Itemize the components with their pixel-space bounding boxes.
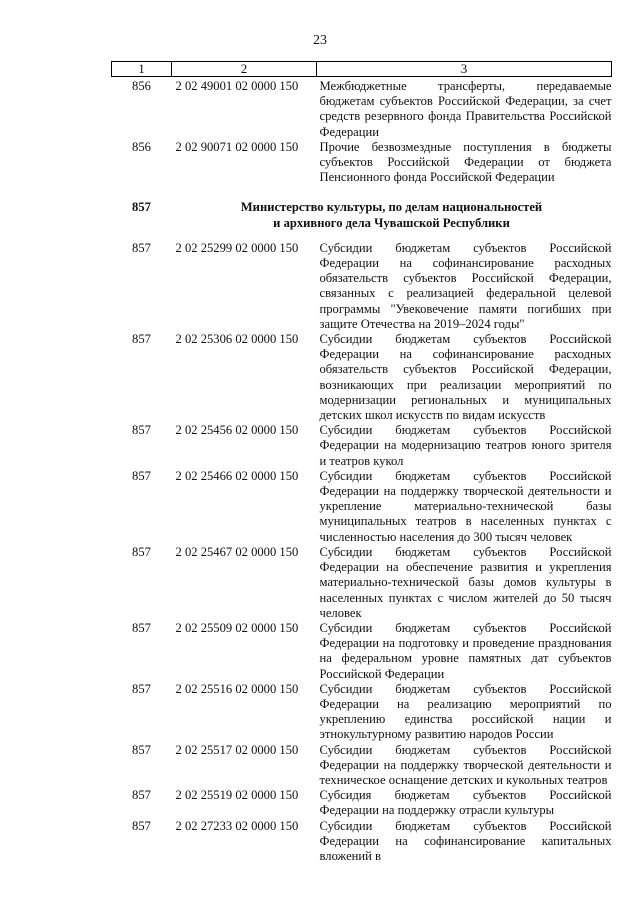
- admin-code-cell: 857: [132, 681, 151, 696]
- description-cell: Субсидии бюджетам субъектов Российской Федерации на поддержку творческой деятельности и техническое оснащение детских и кукольных театров: [319, 742, 612, 787]
- admin-code-cell: 857: [132, 818, 151, 833]
- kbk-cell: 2 02 27233 02 0000 150: [175, 818, 299, 833]
- kbk-cell: 2 02 49001 02 0000 150: [175, 79, 299, 93]
- table-row: [112, 332, 612, 423]
- description-cell: Субсидии бюджетам субъектов Российской Федерации на софинансирование капитальных вложений в: [319, 818, 612, 863]
- kbk-cell: 2 02 90071 02 0000 150: [175, 139, 299, 154]
- table-row: [112, 423, 612, 469]
- description-cell: Субсидии бюджетам субъектов Российской Федерации на обеспечение развития и укрепления материально-технической базы домов культуры в населенных пунктах с числом жителей до 50 тысяч человек: [319, 544, 612, 620]
- section-heading-row: [112, 200, 612, 230]
- table-row: [112, 788, 612, 818]
- table-row: [112, 819, 612, 865]
- admin-code-cell: 857: [132, 240, 151, 255]
- column-header-3: 3: [317, 62, 612, 77]
- kbk-cell: 2 02 25456 02 0000 150: [175, 423, 299, 438]
- admin-code-cell: 857: [132, 544, 151, 559]
- header-row: [112, 62, 612, 77]
- table-row: [112, 469, 612, 545]
- admin-code-cell: 857: [132, 468, 151, 483]
- table-row: [112, 621, 612, 682]
- table-row: [112, 241, 612, 332]
- kbk-cell: 2 02 25519 02 0000 150: [175, 788, 299, 803]
- admin-code-cell: 857: [132, 742, 151, 757]
- kbk-cell: 2 02 25306 02 0000 150: [175, 332, 299, 347]
- table-row: [112, 545, 612, 621]
- kbk-cell: 2 02 25509 02 0000 150: [175, 620, 299, 635]
- table-body: [112, 77, 612, 865]
- column-header-1: 1: [112, 62, 172, 77]
- admin-code-cell: 856: [132, 139, 151, 154]
- description-cell: Субсидии бюджетам субъектов Российской Федерации на софинансирование расходных обязательств субъектов Российской Федерации, возникающих при реализации мероприятий по модернизации региональных и муниципальных детских школ искусств по видам искусств: [319, 332, 612, 423]
- kbk-cell: 2 02 25299 02 0000 150: [175, 240, 299, 255]
- section-title-line1: Министерство культуры, по делам национальностей: [240, 200, 543, 215]
- table-header: [112, 62, 612, 77]
- description-cell: Субсидии бюджетам субъектов Российской Федерации на модернизацию театров юного зрителя и театров кукол: [319, 423, 612, 468]
- kbk-cell: 2 02 25466 02 0000 150: [175, 468, 299, 483]
- kbk-cell: 2 02 25467 02 0000 150: [175, 544, 299, 559]
- spacer-row: [112, 185, 612, 200]
- description-cell: Прочие безвозмездные поступления в бюджеты субъектов Российской Федерации от бюджета Пенсионного фонда Российской Федерации: [319, 139, 612, 185]
- admin-code-cell: 857: [132, 423, 151, 438]
- page-number: 23: [313, 33, 327, 48]
- section-title-cell: [172, 200, 612, 230]
- budget-codes-table: [111, 61, 612, 864]
- description-cell: Субсидия бюджетам субъектов Российской Федерации на поддержку отрасли культуры: [319, 788, 612, 818]
- table-row: [112, 140, 612, 186]
- kbk-cell: 2 02 25517 02 0000 150: [175, 742, 299, 757]
- admin-code-cell: 857: [132, 620, 151, 635]
- description-cell: Субсидии бюджетам субъектов Российской Федерации на поддержку творческой деятельности и укрепление материально-технической базы муниципальных театров в населенных пунктах с численностью населения до 300 тысяч человек: [319, 468, 612, 544]
- kbk-cell: 2 02 25516 02 0000 150: [175, 681, 299, 696]
- description-cell: Субсидии бюджетам субъектов Российской Федерации на софинансирование расходных обязательств субъектов Российской Федерации, связанных с реализацией федеральной целевой программы "Увековечение памяти погибших при защите Отечества на 2019–2024 годы": [319, 240, 612, 331]
- table-row: [112, 743, 612, 789]
- admin-code-cell: 856: [132, 79, 151, 93]
- section-title-line2: и архивного дела Чувашской Республики: [273, 215, 510, 230]
- description-cell: Субсидии бюджетам субъектов Российской Федерации на подготовку и проведение празднования на федеральном уровне памятных дат субъектов Российской Федерации: [319, 620, 612, 681]
- spacer-row: [112, 231, 612, 241]
- description-cell: Межбюджетные трансферты, передаваемые бюджетам субъектов Российской Федерации, за счет средств резервного фонда Правительства Российской Федерации: [319, 79, 612, 139]
- admin-code-cell: 857: [132, 332, 151, 347]
- admin-code-cell: 857: [132, 788, 151, 803]
- section-code-cell: 857: [132, 200, 151, 215]
- column-header-2: 2: [172, 62, 317, 77]
- description-cell: Субсидии бюджетам субъектов Российской Федерации на реализацию мероприятий по укреплению единства российской нации и этнокультурному развитию народов России: [319, 681, 612, 742]
- table-row: [112, 682, 612, 743]
- table-row: [112, 79, 612, 140]
